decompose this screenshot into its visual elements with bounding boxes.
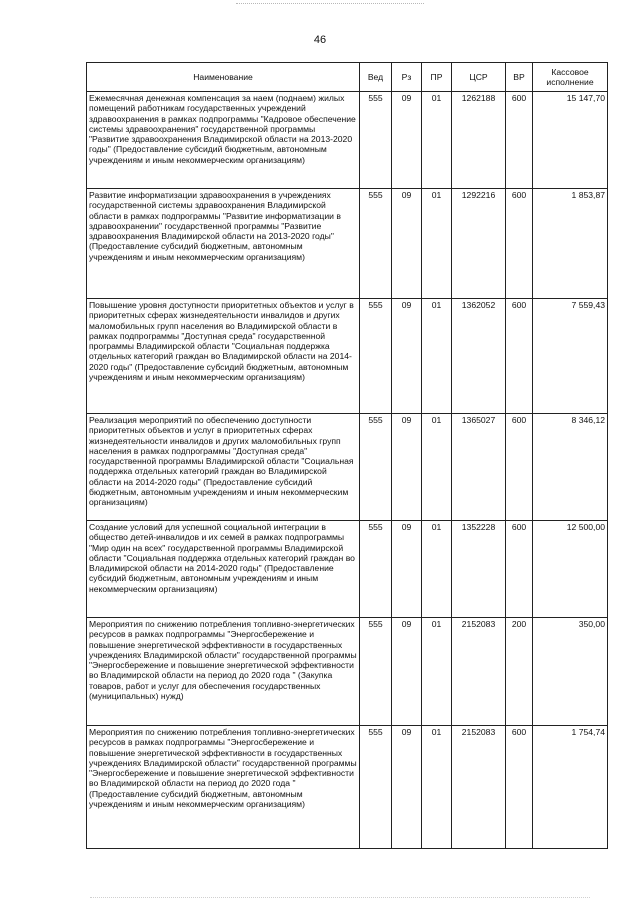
- table-row: [87, 299, 608, 414]
- table-row: [87, 189, 608, 299]
- row-csr: 1352228: [452, 521, 506, 618]
- row-amount: 350,00: [533, 618, 608, 726]
- row-ved: 555: [360, 414, 392, 521]
- row-rz: 09: [392, 189, 422, 299]
- row-vr: 600: [506, 299, 533, 414]
- table-row: [87, 521, 608, 618]
- header-amount: Кассовое исполнение: [533, 63, 608, 92]
- row-pr: 01: [422, 618, 452, 726]
- row-vr: 600: [506, 521, 533, 618]
- row-pr: 01: [422, 521, 452, 618]
- table-row: [87, 726, 608, 849]
- top-edge-line: [236, 3, 424, 4]
- row-name: Повышение уровня доступности приоритетных объектов и услуг в приоритетных сферах жизнедеятельности инвалидов и других маломобильных групп населения во Владимирской области в рамках подпрограммы "Доступная среда" государственной программы Владимирской области "Социальная поддержка отдельных категорий граждан во Владимирской области на 2014-2020 годы" (Предоставление субсидий бюджетным, автономным учреждениям и иным некоммерческим организациям): [87, 299, 360, 414]
- row-amount: 1 853,87: [533, 189, 608, 299]
- row-rz: 09: [392, 618, 422, 726]
- row-name: Реализация мероприятий по обеспечению доступности приоритетных объектов и услуг в приоритетных сферах жизнедеятельности инвалидов и других маломобильных групп населения в рамках подпрограммы "Доступная среда" государственной программы Владимирской области "Социальная поддержка отдельных категорий граждан во Владимирской области на 2014-2020 годы" (Предоставление субсидий бюджетным, автономным учреждениям и иным некоммерческим организациям): [87, 414, 360, 521]
- row-name: Мероприятия по снижению потребления топливно-энергетических ресурсов в рамках подпрограммы "Энергосбережение и повышение энергетической эффективности в государственных учреждениях Владимирской области" государственной программы "Энергосбережение и повышение энергетической эффективности во Владимирской области на период до 2020 года " (Предоставление субсидий бюджетным, автономным учреждениям и иным некоммерческим организациям): [87, 726, 360, 849]
- row-vr: 600: [506, 92, 533, 189]
- row-rz: 09: [392, 726, 422, 849]
- row-csr: 2152083: [452, 726, 506, 849]
- table-header-row: [87, 63, 608, 92]
- row-ved: 555: [360, 92, 392, 189]
- row-csr: 1365027: [452, 414, 506, 521]
- row-pr: 01: [422, 414, 452, 521]
- table-row: [87, 92, 608, 189]
- row-ved: 555: [360, 299, 392, 414]
- budget-table: [86, 62, 608, 849]
- row-amount: 8 346,12: [533, 414, 608, 521]
- row-amount: 12 500,00: [533, 521, 608, 618]
- row-csr: 1292216: [452, 189, 506, 299]
- row-rz: 09: [392, 299, 422, 414]
- header-rz: Рз: [392, 63, 422, 92]
- row-vr: 600: [506, 414, 533, 521]
- row-ved: 555: [360, 521, 392, 618]
- row-pr: 01: [422, 299, 452, 414]
- row-name: Развитие информатизации здравоохранения в учреждениях государственной системы здравоохранения Владимирской области в рамках подпрограммы "Развитие информатизации в здравоохранении" государственной программы "Развитие здравоохранения Владимирской области на 2013-2020 годы" (Предоставление субсидий бюджетным, автономным учреждениям и иным некоммерческим организациям): [87, 189, 360, 299]
- row-pr: 01: [422, 189, 452, 299]
- header-pr: ПР: [422, 63, 452, 92]
- row-ved: 555: [360, 189, 392, 299]
- row-ved: 555: [360, 618, 392, 726]
- row-pr: 01: [422, 726, 452, 849]
- row-amount: 7 559,43: [533, 299, 608, 414]
- table-row: [87, 414, 608, 521]
- row-name: Мероприятия по снижению потребления топливно-энергетических ресурсов в рамках подпрограммы "Энергосбережение и повышение энергетической эффективности в государственных учреждениях Владимирской области" государственной программы "Энергосбережение и повышение энергетической эффективности во Владимирской области на период до 2020 года " (Закупка товаров, работ и услуг для обеспечения государственных (муниципальных) нужд): [87, 618, 360, 726]
- row-amount: 15 147,70: [533, 92, 608, 189]
- row-rz: 09: [392, 92, 422, 189]
- header-vr: ВР: [506, 63, 533, 92]
- header-name: Наименование: [87, 63, 360, 92]
- bottom-edge-line: [90, 897, 590, 898]
- header-csr: ЦСР: [452, 63, 506, 92]
- row-ved: 555: [360, 726, 392, 849]
- row-csr: 1262188: [452, 92, 506, 189]
- row-pr: 01: [422, 92, 452, 189]
- row-amount: 1 754,74: [533, 726, 608, 849]
- row-name: Ежемесячная денежная компенсация за наем (поднаем) жилых помещений работникам государственных учреждений здравоохранения в рамках подпрограммы "Кадровое обеспечение системы здравоохранения" государственной программы "Развитие здравоохранения Владимирской области на 2013-2020 годы" (Предоставление субсидий бюджетным, автономным учреждениям и иным некоммерческим организациям): [87, 92, 360, 189]
- row-vr: 600: [506, 726, 533, 849]
- row-rz: 09: [392, 414, 422, 521]
- row-vr: 200: [506, 618, 533, 726]
- page-number: 46: [313, 34, 327, 46]
- table-row: [87, 618, 608, 726]
- row-rz: 09: [392, 521, 422, 618]
- header-ved: Вед: [360, 63, 392, 92]
- row-csr: 1362052: [452, 299, 506, 414]
- row-vr: 600: [506, 189, 533, 299]
- row-name: Создание условий для успешной социальной интеграции в общество детей-инвалидов и их семей в рамках подпрограммы "Мир один на всех" государственной программы Владимирской области "Социальная поддержка отдельных категорий граждан во Владимирской области на 2014-2020 годы" (Предоставление субсидий бюджетным, автономным учреждениям и иным некоммерческим организациям): [87, 521, 360, 618]
- row-csr: 2152083: [452, 618, 506, 726]
